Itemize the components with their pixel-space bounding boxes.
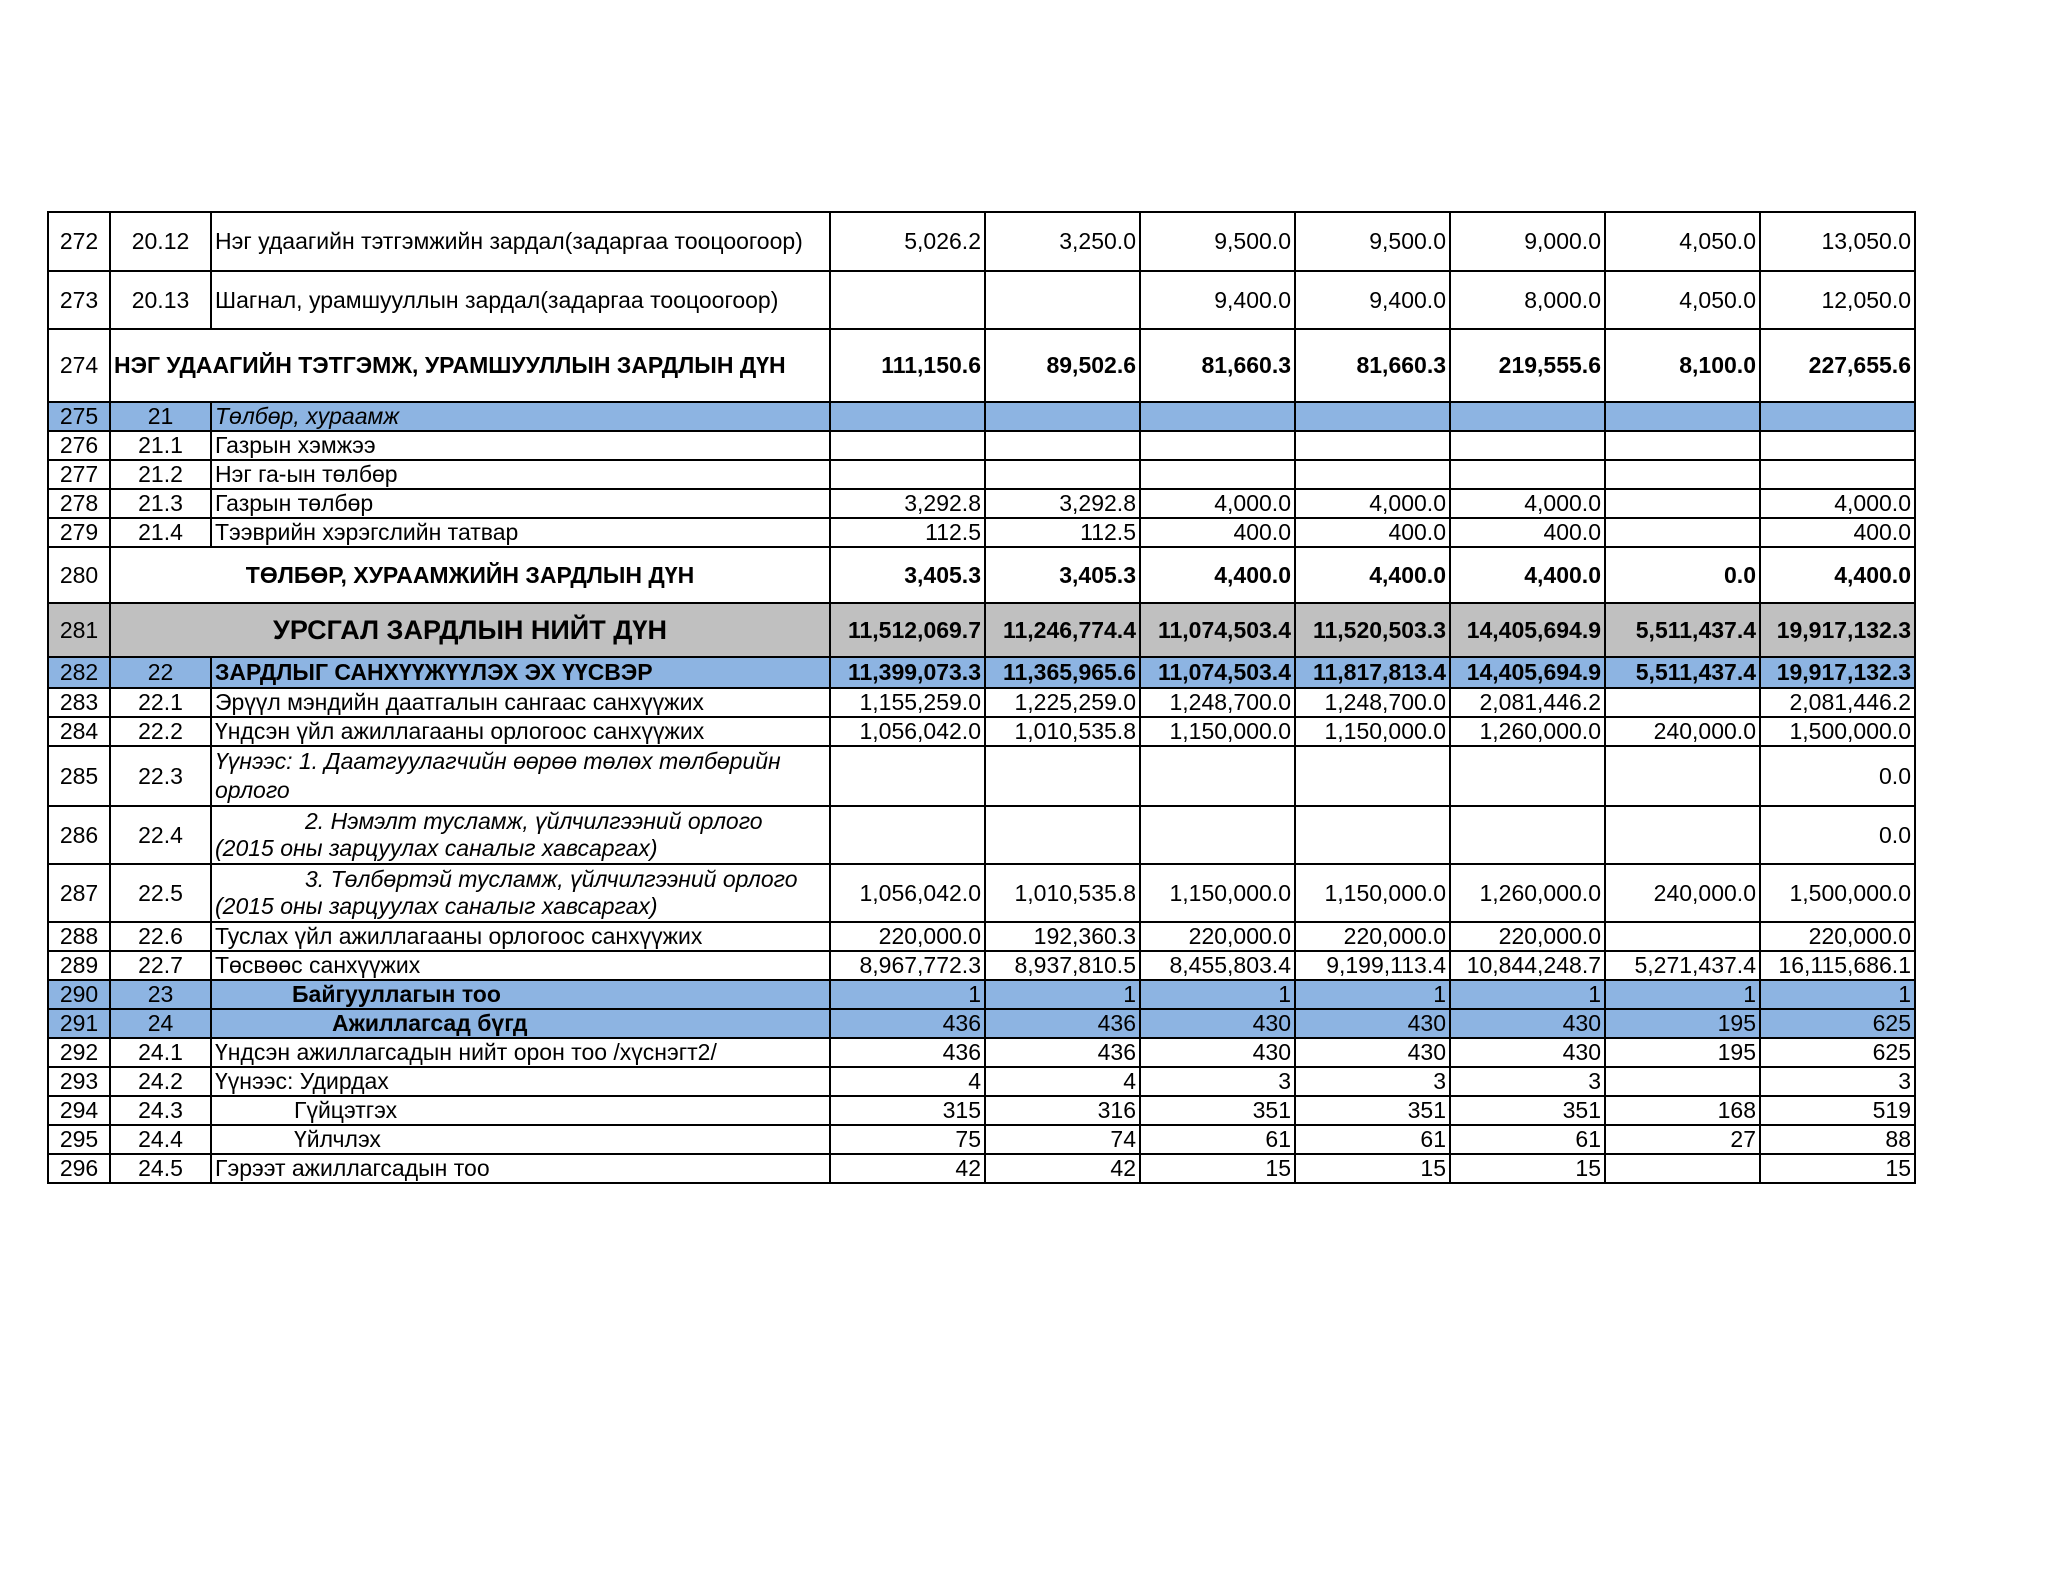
value-cell: 11,399,073.3 xyxy=(830,657,985,688)
row-code: 22.6 xyxy=(110,922,211,951)
row-number: 286 xyxy=(48,806,110,864)
row-label: ЗАРДЛЫГ САНХҮҮЖҮҮЛЭХ ЭХ ҮҮСВЭР xyxy=(211,657,830,688)
row-label: Үүнээс: Удирдах xyxy=(211,1067,830,1096)
value-cell: 1 xyxy=(1140,980,1295,1009)
value-cell xyxy=(1140,460,1295,489)
value-cell xyxy=(1605,922,1760,951)
row-number: 283 xyxy=(48,688,110,717)
value-cell: 168 xyxy=(1605,1096,1760,1125)
value-cell xyxy=(1605,1067,1760,1096)
row-code: 21.1 xyxy=(110,431,211,460)
value-cell: 15 xyxy=(1140,1154,1295,1183)
row-label: Төсвөөс санхүүжих xyxy=(211,951,830,980)
table-row xyxy=(48,271,1915,329)
value-cell xyxy=(1605,460,1760,489)
value-cell: 11,520,503.3 xyxy=(1295,603,1450,657)
row-number: 275 xyxy=(48,402,110,431)
value-cell: 400.0 xyxy=(1295,518,1450,547)
row-number: 293 xyxy=(48,1067,110,1096)
table-row xyxy=(48,717,1915,746)
value-cell xyxy=(1605,489,1760,518)
row-number: 287 xyxy=(48,864,110,922)
value-cell xyxy=(1605,431,1760,460)
row-label: Газрын хэмжээ xyxy=(211,431,830,460)
value-cell: 111,150.6 xyxy=(830,329,985,402)
value-cell xyxy=(1450,746,1605,806)
value-cell xyxy=(985,746,1140,806)
value-cell: 351 xyxy=(1295,1096,1450,1125)
value-cell: 4,050.0 xyxy=(1605,212,1760,271)
value-cell: 220,000.0 xyxy=(1760,922,1915,951)
value-cell: 12,050.0 xyxy=(1760,271,1915,329)
value-cell: 15 xyxy=(1760,1154,1915,1183)
table-row xyxy=(48,864,1915,922)
value-cell: 4,000.0 xyxy=(1450,489,1605,518)
row-number: 274 xyxy=(48,329,110,402)
value-cell: 1 xyxy=(830,980,985,1009)
row-code: 22.7 xyxy=(110,951,211,980)
row-number: 272 xyxy=(48,212,110,271)
value-cell: 430 xyxy=(1450,1038,1605,1067)
value-cell: 1,150,000.0 xyxy=(1295,717,1450,746)
value-cell xyxy=(830,271,985,329)
row-code: 22.1 xyxy=(110,688,211,717)
value-cell: 11,074,503.4 xyxy=(1140,603,1295,657)
value-cell: 4,400.0 xyxy=(1140,547,1295,603)
value-cell: 220,000.0 xyxy=(830,922,985,951)
value-cell: 4 xyxy=(985,1067,1140,1096)
row-number: 291 xyxy=(48,1009,110,1038)
table-row xyxy=(48,806,1915,864)
row-code: 21 xyxy=(110,402,211,431)
value-cell: 240,000.0 xyxy=(1605,717,1760,746)
value-cell: 9,500.0 xyxy=(1140,212,1295,271)
value-cell: 1,010,535.8 xyxy=(985,717,1140,746)
value-cell: 351 xyxy=(1140,1096,1295,1125)
table-row xyxy=(48,1067,1915,1096)
value-cell: 227,655.6 xyxy=(1760,329,1915,402)
value-cell: 4,400.0 xyxy=(1450,547,1605,603)
value-cell xyxy=(1760,460,1915,489)
value-cell: 8,937,810.5 xyxy=(985,951,1140,980)
value-cell: 88 xyxy=(1760,1125,1915,1154)
row-code: 22.5 xyxy=(110,864,211,922)
row-number: 280 xyxy=(48,547,110,603)
value-cell: 436 xyxy=(830,1038,985,1067)
value-cell: 1 xyxy=(1295,980,1450,1009)
value-cell: 3 xyxy=(1450,1067,1605,1096)
value-cell: 11,365,965.6 xyxy=(985,657,1140,688)
value-cell: 1 xyxy=(1605,980,1760,1009)
value-cell: 1 xyxy=(985,980,1140,1009)
table-row xyxy=(48,1096,1915,1125)
value-cell: 430 xyxy=(1450,1009,1605,1038)
row-label xyxy=(211,864,830,922)
value-cell: 5,026.2 xyxy=(830,212,985,271)
row-number: 285 xyxy=(48,746,110,806)
value-cell: 10,844,248.7 xyxy=(1450,951,1605,980)
row-code: 24.4 xyxy=(110,1125,211,1154)
value-cell: 1 xyxy=(1760,980,1915,1009)
value-cell xyxy=(830,746,985,806)
value-cell: 1,150,000.0 xyxy=(1140,864,1295,922)
value-cell: 1,248,700.0 xyxy=(1140,688,1295,717)
row-label: Үндсэн ажиллагсадын нийт орон тоо /хүснэгт2/ xyxy=(211,1038,830,1067)
value-cell: 4,400.0 xyxy=(1295,547,1450,603)
table-row xyxy=(48,688,1915,717)
value-cell: 1,056,042.0 xyxy=(830,717,985,746)
value-cell: 5,271,437.4 xyxy=(1605,951,1760,980)
table-row xyxy=(48,922,1915,951)
value-cell: 3,292.8 xyxy=(985,489,1140,518)
value-cell: 4 xyxy=(830,1067,985,1096)
row-code: 20.12 xyxy=(110,212,211,271)
row-code: 21.2 xyxy=(110,460,211,489)
row-label: Төлбөр, хураамж xyxy=(211,402,830,431)
value-cell: 1,010,535.8 xyxy=(985,864,1140,922)
value-cell xyxy=(1295,806,1450,864)
value-cell xyxy=(830,402,985,431)
value-cell: 89,502.6 xyxy=(985,329,1140,402)
row-code: 20.13 xyxy=(110,271,211,329)
table-row-section xyxy=(48,980,1915,1009)
value-cell: 1,248,700.0 xyxy=(1295,688,1450,717)
row-number: 273 xyxy=(48,271,110,329)
value-cell: 192,360.3 xyxy=(985,922,1140,951)
row-number: 281 xyxy=(48,603,110,657)
value-cell: 4,000.0 xyxy=(1295,489,1450,518)
value-cell: 1,056,042.0 xyxy=(830,864,985,922)
row-number: 292 xyxy=(48,1038,110,1067)
value-cell: 9,400.0 xyxy=(1295,271,1450,329)
value-cell: 430 xyxy=(1295,1038,1450,1067)
value-cell: 9,500.0 xyxy=(1295,212,1450,271)
value-cell: 14,405,694.9 xyxy=(1450,657,1605,688)
value-cell xyxy=(1450,431,1605,460)
row-label: Эрүүл мэндийн даатгалын сангаас санхүүжих xyxy=(211,688,830,717)
row-code: 22.3 xyxy=(110,746,211,806)
value-cell: 27 xyxy=(1605,1125,1760,1154)
row-code: 21.3 xyxy=(110,489,211,518)
row-label: Үүнээс: 1. Даатгуулагчийн өөрөө төлөх төлбөрийн орлого xyxy=(211,746,830,806)
value-cell xyxy=(985,460,1140,489)
value-cell: 195 xyxy=(1605,1009,1760,1038)
value-cell: 0.0 xyxy=(1760,746,1915,806)
row-code: 22.2 xyxy=(110,717,211,746)
value-cell xyxy=(985,402,1140,431)
value-cell: 1,155,259.0 xyxy=(830,688,985,717)
table-row xyxy=(48,1038,1915,1067)
value-cell: 11,817,813.4 xyxy=(1295,657,1450,688)
value-cell: 436 xyxy=(985,1038,1140,1067)
value-cell xyxy=(1450,402,1605,431)
value-cell: 240,000.0 xyxy=(1605,864,1760,922)
value-cell xyxy=(1450,806,1605,864)
value-cell: 81,660.3 xyxy=(1295,329,1450,402)
value-cell xyxy=(1605,688,1760,717)
value-cell: 2,081,446.2 xyxy=(1450,688,1605,717)
value-cell: 2,081,446.2 xyxy=(1760,688,1915,717)
table-row xyxy=(48,489,1915,518)
row-label: Тээврийн хэрэгслийн татвар xyxy=(211,518,830,547)
value-cell: 400.0 xyxy=(1760,518,1915,547)
row-code: 22.4 xyxy=(110,806,211,864)
value-cell: 112.5 xyxy=(830,518,985,547)
table-row-total xyxy=(48,329,1915,402)
row-label: НЭГ УДААГИЙН ТЭТГЭМЖ, УРАМШУУЛЛЫН ЗАРДЛЫН ДҮН xyxy=(110,329,830,402)
table-row-section xyxy=(48,402,1915,431)
value-cell: 1,500,000.0 xyxy=(1760,717,1915,746)
value-cell: 8,000.0 xyxy=(1450,271,1605,329)
value-cell: 625 xyxy=(1760,1009,1915,1038)
row-label: Нэг га-ын төлбөр xyxy=(211,460,830,489)
row-code: 24.3 xyxy=(110,1096,211,1125)
value-cell xyxy=(985,431,1140,460)
value-cell: 3,405.3 xyxy=(985,547,1140,603)
row-label: Үйлчлэх xyxy=(211,1125,830,1154)
value-cell: 220,000.0 xyxy=(1295,922,1450,951)
row-number: 290 xyxy=(48,980,110,1009)
row-code: 21.4 xyxy=(110,518,211,547)
value-cell: 4,000.0 xyxy=(1140,489,1295,518)
row-code: 23 xyxy=(110,980,211,1009)
value-cell xyxy=(830,806,985,864)
row-number: 277 xyxy=(48,460,110,489)
row-number: 295 xyxy=(48,1125,110,1154)
table-row-section xyxy=(48,1009,1915,1038)
value-cell xyxy=(830,431,985,460)
value-cell: 15 xyxy=(1295,1154,1450,1183)
table-row xyxy=(48,1125,1915,1154)
value-cell: 13,050.0 xyxy=(1760,212,1915,271)
value-cell: 400.0 xyxy=(1450,518,1605,547)
value-cell: 0.0 xyxy=(1605,547,1760,603)
table-row xyxy=(48,212,1915,271)
value-cell: 3,292.8 xyxy=(830,489,985,518)
value-cell: 15 xyxy=(1450,1154,1605,1183)
row-number: 279 xyxy=(48,518,110,547)
value-cell: 61 xyxy=(1450,1125,1605,1154)
value-cell: 315 xyxy=(830,1096,985,1125)
value-cell xyxy=(1295,402,1450,431)
value-cell xyxy=(1140,431,1295,460)
row-code: 24.5 xyxy=(110,1154,211,1183)
value-cell: 112.5 xyxy=(985,518,1140,547)
value-cell: 400.0 xyxy=(1140,518,1295,547)
value-cell xyxy=(985,271,1140,329)
table-row xyxy=(48,951,1915,980)
table-row xyxy=(48,746,1915,806)
row-number: 278 xyxy=(48,489,110,518)
row-label: Ажиллагсад бүгд xyxy=(211,1009,830,1038)
row-number: 284 xyxy=(48,717,110,746)
row-label-line: 3. Төлбөртэй тусламж, үйлчилгээний орлого xyxy=(305,866,798,892)
value-cell: 1,260,000.0 xyxy=(1450,864,1605,922)
value-cell: 0.0 xyxy=(1760,806,1915,864)
value-cell xyxy=(1295,746,1450,806)
row-label: Гүйцэтгэх xyxy=(211,1096,830,1125)
value-cell: 9,000.0 xyxy=(1450,212,1605,271)
value-cell: 81,660.3 xyxy=(1140,329,1295,402)
value-cell: 74 xyxy=(985,1125,1140,1154)
value-cell: 430 xyxy=(1295,1009,1450,1038)
value-cell: 1,225,259.0 xyxy=(985,688,1140,717)
row-code: 24.2 xyxy=(110,1067,211,1096)
value-cell xyxy=(830,460,985,489)
value-cell xyxy=(1140,806,1295,864)
value-cell xyxy=(1295,460,1450,489)
value-cell: 219,555.6 xyxy=(1450,329,1605,402)
value-cell: 1 xyxy=(1450,980,1605,1009)
value-cell xyxy=(1605,746,1760,806)
value-cell: 61 xyxy=(1140,1125,1295,1154)
row-label xyxy=(211,806,830,864)
row-label-line: (2015 оны зарцуулах саналыг хавсаргах) xyxy=(215,835,658,861)
table-row xyxy=(48,518,1915,547)
value-cell: 1,260,000.0 xyxy=(1450,717,1605,746)
value-cell: 1,500,000.0 xyxy=(1760,864,1915,922)
value-cell: 436 xyxy=(830,1009,985,1038)
value-cell: 42 xyxy=(985,1154,1140,1183)
value-cell: 9,199,113.4 xyxy=(1295,951,1450,980)
row-number: 294 xyxy=(48,1096,110,1125)
row-number: 276 xyxy=(48,431,110,460)
table-row-grand-total xyxy=(48,603,1915,657)
row-number: 288 xyxy=(48,922,110,951)
value-cell: 1,150,000.0 xyxy=(1295,864,1450,922)
value-cell: 519 xyxy=(1760,1096,1915,1125)
value-cell: 3 xyxy=(1760,1067,1915,1096)
value-cell: 61 xyxy=(1295,1125,1450,1154)
value-cell xyxy=(1295,431,1450,460)
value-cell: 14,405,694.9 xyxy=(1450,603,1605,657)
row-label: ТӨЛБӨР, ХУРААМЖИЙН ЗАРДЛЫН ДҮН xyxy=(110,547,830,603)
value-cell xyxy=(1140,402,1295,431)
value-cell: 8,455,803.4 xyxy=(1140,951,1295,980)
value-cell: 11,074,503.4 xyxy=(1140,657,1295,688)
table-row xyxy=(48,1154,1915,1183)
value-cell: 195 xyxy=(1605,1038,1760,1067)
table-row-section xyxy=(48,657,1915,688)
budget-table xyxy=(47,211,1916,1184)
value-cell: 11,512,069.7 xyxy=(830,603,985,657)
table-row xyxy=(48,460,1915,489)
value-cell: 3,405.3 xyxy=(830,547,985,603)
row-label-line: (2015 оны зарцуулах саналыг хавсаргах) xyxy=(215,893,658,919)
value-cell: 9,400.0 xyxy=(1140,271,1295,329)
value-cell xyxy=(1605,1154,1760,1183)
row-code: 22 xyxy=(110,657,211,688)
value-cell xyxy=(1605,518,1760,547)
value-cell: 436 xyxy=(985,1009,1140,1038)
value-cell: 430 xyxy=(1140,1038,1295,1067)
value-cell xyxy=(1450,460,1605,489)
table-row xyxy=(48,431,1915,460)
row-label: Газрын төлбөр xyxy=(211,489,830,518)
value-cell: 625 xyxy=(1760,1038,1915,1067)
value-cell: 1,150,000.0 xyxy=(1140,717,1295,746)
value-cell: 4,000.0 xyxy=(1760,489,1915,518)
row-label: Гэрээт ажиллагсадын тоо xyxy=(211,1154,830,1183)
value-cell: 19,917,132.3 xyxy=(1760,603,1915,657)
table-row-total xyxy=(48,547,1915,603)
value-cell xyxy=(1140,746,1295,806)
value-cell: 5,511,437.4 xyxy=(1605,657,1760,688)
value-cell: 220,000.0 xyxy=(1450,922,1605,951)
row-label: УРСГАЛ ЗАРДЛЫН НИЙТ ДҮН xyxy=(110,603,830,657)
value-cell: 316 xyxy=(985,1096,1140,1125)
value-cell: 75 xyxy=(830,1125,985,1154)
value-cell: 16,115,686.1 xyxy=(1760,951,1915,980)
row-label: Үндсэн үйл ажиллагааны орлогоос санхүүжих xyxy=(211,717,830,746)
value-cell: 8,967,772.3 xyxy=(830,951,985,980)
row-label: Байгууллагын тоо xyxy=(211,980,830,1009)
value-cell: 4,400.0 xyxy=(1760,547,1915,603)
value-cell xyxy=(1605,806,1760,864)
value-cell: 3 xyxy=(1140,1067,1295,1096)
value-cell xyxy=(1605,402,1760,431)
value-cell xyxy=(1760,402,1915,431)
value-cell: 220,000.0 xyxy=(1140,922,1295,951)
value-cell: 8,100.0 xyxy=(1605,329,1760,402)
value-cell xyxy=(1760,431,1915,460)
row-code: 24.1 xyxy=(110,1038,211,1067)
value-cell: 3 xyxy=(1295,1067,1450,1096)
value-cell: 42 xyxy=(830,1154,985,1183)
row-label-line: 2. Нэмэлт тусламж, үйлчилгээний орлого xyxy=(305,808,763,834)
value-cell: 3,250.0 xyxy=(985,212,1140,271)
row-code: 24 xyxy=(110,1009,211,1038)
value-cell: 19,917,132.3 xyxy=(1760,657,1915,688)
value-cell: 4,050.0 xyxy=(1605,271,1760,329)
row-number: 296 xyxy=(48,1154,110,1183)
value-cell: 5,511,437.4 xyxy=(1605,603,1760,657)
row-label: Шагнал, урамшууллын зардал(задаргаа тооцоогоор) xyxy=(211,271,830,329)
value-cell: 430 xyxy=(1140,1009,1295,1038)
value-cell: 11,246,774.4 xyxy=(985,603,1140,657)
row-label: Нэг удаагийн тэтгэмжийн зардал(задаргаа тооцоогоор) xyxy=(211,212,830,271)
row-number: 289 xyxy=(48,951,110,980)
value-cell xyxy=(985,806,1140,864)
row-label: Туслах үйл ажиллагааны орлогоос санхүүжих xyxy=(211,922,830,951)
value-cell: 351 xyxy=(1450,1096,1605,1125)
row-number: 282 xyxy=(48,657,110,688)
